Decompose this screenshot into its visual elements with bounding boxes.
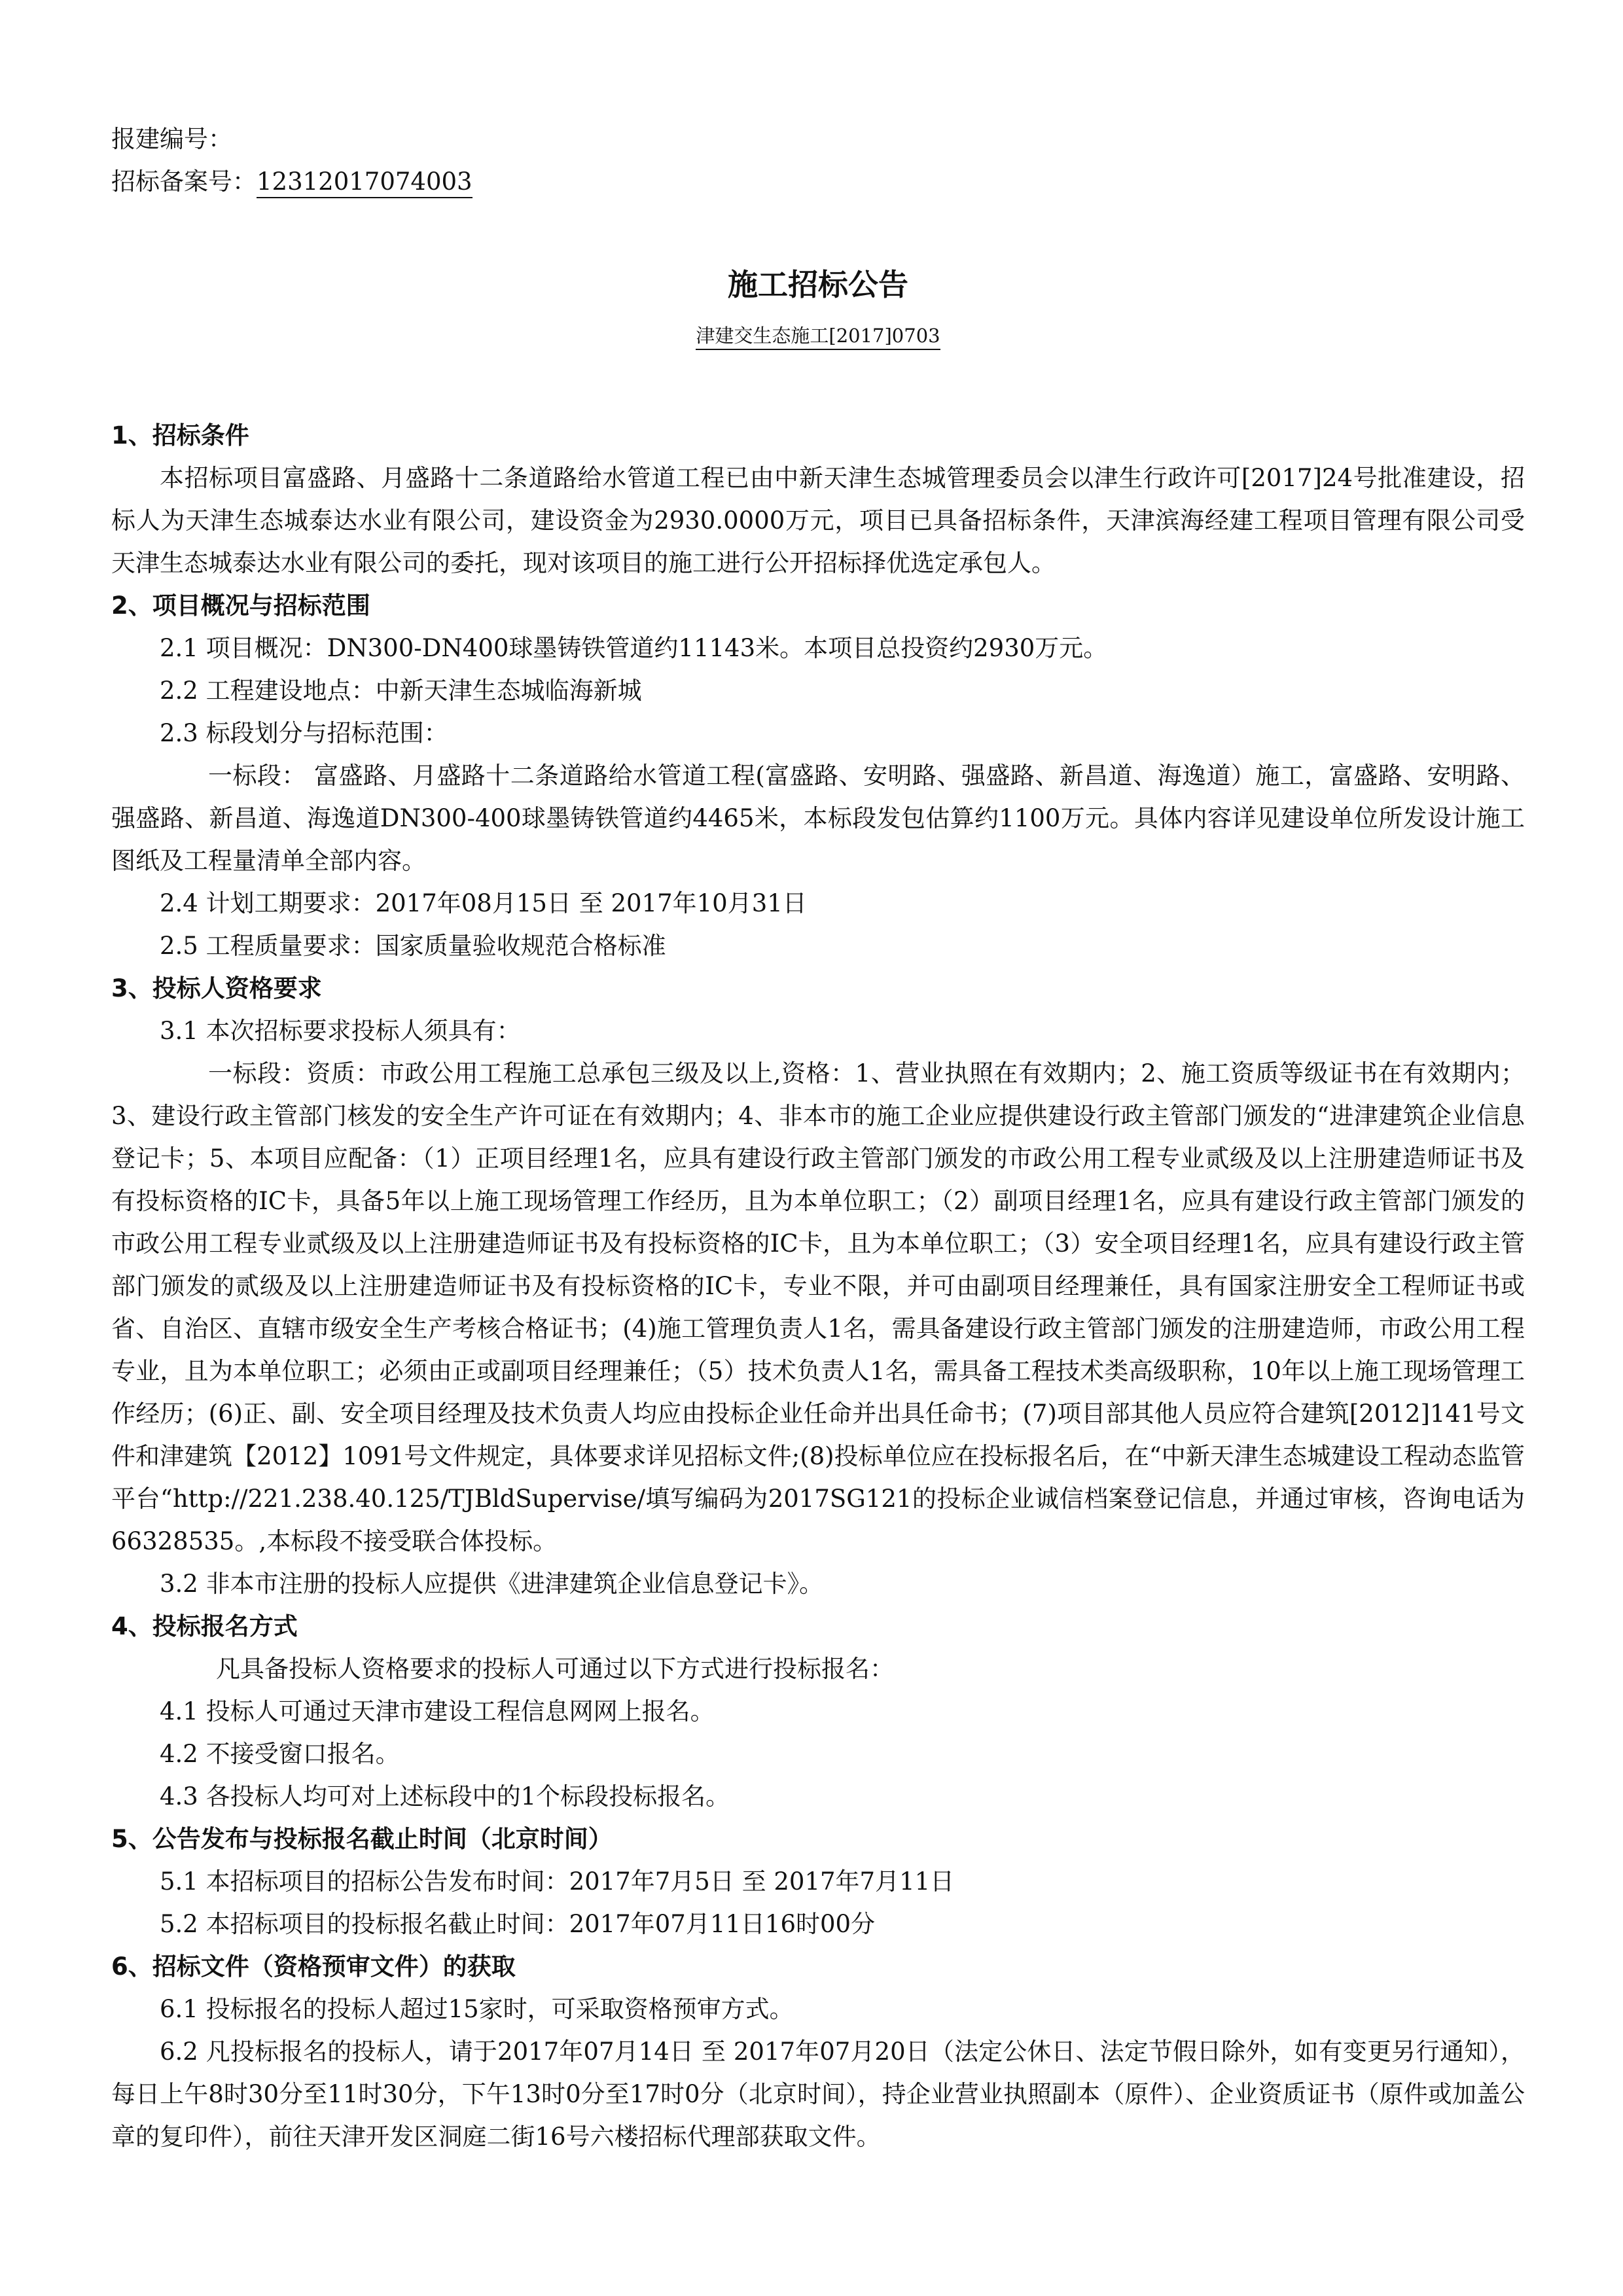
section-heading-2: 2、项目概况与招标范围 [111,592,370,620]
section-heading-6: 6、招标文件（资格预审文件）的获取 [111,1952,516,1981]
doc-number [111,319,1525,352]
section-heading-4: 4、投标报名方式 [111,1612,298,1640]
item-2-3: 2.3 标段划分与招标范围： [160,719,448,747]
item-2-4: 2.4 计划工期要求：2017年08月15日 至 2017年10月31日 [160,889,807,917]
document-content [111,118,1525,2158]
item-6-1: 6.1 投标报名的投标人超过15家时，可采取资格预审方式。 [160,1995,794,2023]
section-heading-3: 3、投标人资格要求 [111,974,322,1002]
item-4-intro: 凡具备投标人资格要求的投标人可通过以下方式进行投标报名： [216,1655,894,1683]
item-5-1: 5.1 本招标项目的招标公告发布时间：2017年7月5日 至 2017年7月11日 [160,1867,955,1896]
beian-line [111,160,1525,203]
item-4-2: 4.2 不接受窗口报名。 [160,1740,400,1768]
section-1-paragraph: 本招标项目富盛路、月盛路十二条道路给水管道工程已由中新天津生态城管理委员会以津生行政许可[2017]24号批准建设，招标人为天津生态城泰达水业有限公司，建设资金为2930.0000万元，项目已具备招标条件，天津滨海经建工程项目管理有限公司受天津生态城泰达水业有限公司的委托，现对该项目的施工进行公开招标择优选定承包人。 [111,464,1525,577]
item-3-2: 3.2 非本市注册的投标人应提供《进津建筑企业信息登记卡》。 [160,1570,824,1598]
page-title: 施工招标公告 [728,267,908,302]
item-2-2: 2.2 工程建设地点：中新天津生态城临海新城 [160,677,642,705]
baojian-label: 报建编号： [111,125,232,153]
item-4-1: 4.1 投标人可通过天津市建设工程信息网网上报名。 [160,1697,715,1725]
item-4-3: 4.3 各投标人均可对上述标段中的1个标段投标报名。 [160,1782,730,1810]
beian-label: 招标备案号： [111,168,257,196]
item-2-3-lot: 一标段： 富盛路、月盛路十二条道路给水管道工程(富盛路、安明路、强盛路、新昌道、海逸道）施工，富盛路、安明路、强盛路、新昌道、海逸道DN300-400球墨铸铁管道约4465米，本标段发包估算约1100万元。具体内容详见建设单位所发设计施工图纸及工程量清单全部内容。 [111,762,1525,875]
beian-value: 12312017074003 [257,168,473,198]
item-2-5: 2.5 工程质量要求：国家质量验收规范合格标准 [160,932,666,960]
section-heading-5: 5、公告发布与投标报名截止时间（北京时间） [111,1825,613,1853]
item-3-1: 3.1 本次招标要求投标人须具有： [160,1017,521,1045]
section-heading-1: 1、招标条件 [111,421,249,450]
doc-number-text: 津建交生态施工[2017]0703 [696,325,940,350]
item-2-1: 2.1 项目概况：DN300-DN400球墨铸铁管道约11143米。本项目总投资约2930万元。 [160,634,1108,662]
item-5-2: 5.2 本招标项目的投标报名截止时间：2017年07月11日16时00分 [160,1910,876,1938]
baojian-line [111,118,1525,160]
item-6-2: 6.2 凡投标报名的投标人，请于2017年07月14日 至 2017年07月20日（法定公休日、法定节假日除外，如有变更另行通知），每日上午8时30分至11时30分，下午13时0分至17时0分（北京时间），持企业营业执照副本（原件）、企业资质证书（原件或加盖公章的复印件），前往天津开发区洞庭二街16号六楼招标代理部获取文件。 [111,2038,1525,2151]
item-3-1-lot: 一标段：资质：市政公用工程施工总承包三级及以上,资格：1、营业执照在有效期内；2、施工资质等级证书在有效期内；3、建设行政主管部门核发的安全生产许可证在有效期内；4、非本市的施工企业应提供建设行政主管部门颁发的“进津建筑企业信息登记卡；5、本项目应配备：（1）正项目经理1名，应具有建设行政主管部门颁发的市政公用工程专业贰级及以上注册建造师证书及有投标资格的IC卡，具备5年以上施工现场管理工作经历，且为本单位职工；（2）副项目经理1名，应具有建设行政主管部门颁发的市政公用工程专业贰级及以上注册建造师证书及有投标资格的IC卡，且为本单位职工；（3）安全项目经理1名，应具有建设行政主管部门颁发的贰级及以上注册建造师证书及有投标资格的IC卡，专业不限，并可由副项目经理兼任，具有国家注册安全工程师证书或省、自治区、直辖市级安全生产考核合格证书；(4)施工管理负责人1名，需具备建设行政主管部门颁发的注册建造师，市政公用工程专业，且为本单位职工；必须由正或副项目经理兼任；（5）技术负责人1名，需具备工程技术类高级职称，10年以上施工现场管理工作经历；(6)正、副、安全项目经理及技术负责人均应由投标企业任命并出具任命书；(7)项目部其他人员应符合建筑[2012]141号文件和津建筑【2012】1091号文件规定，具体要求详见招标文件;(8)投标单位应在投标报名后，在“中新天津生态城建设工程动态监管平台“http://221.238.40.125/TJBldSupervise/填写编码为2017SG121的投标企业诚信档案登记信息，并通过审核，咨询电话为66328535。,本标段不接受联合体投标。 [111,1059,1525,1555]
